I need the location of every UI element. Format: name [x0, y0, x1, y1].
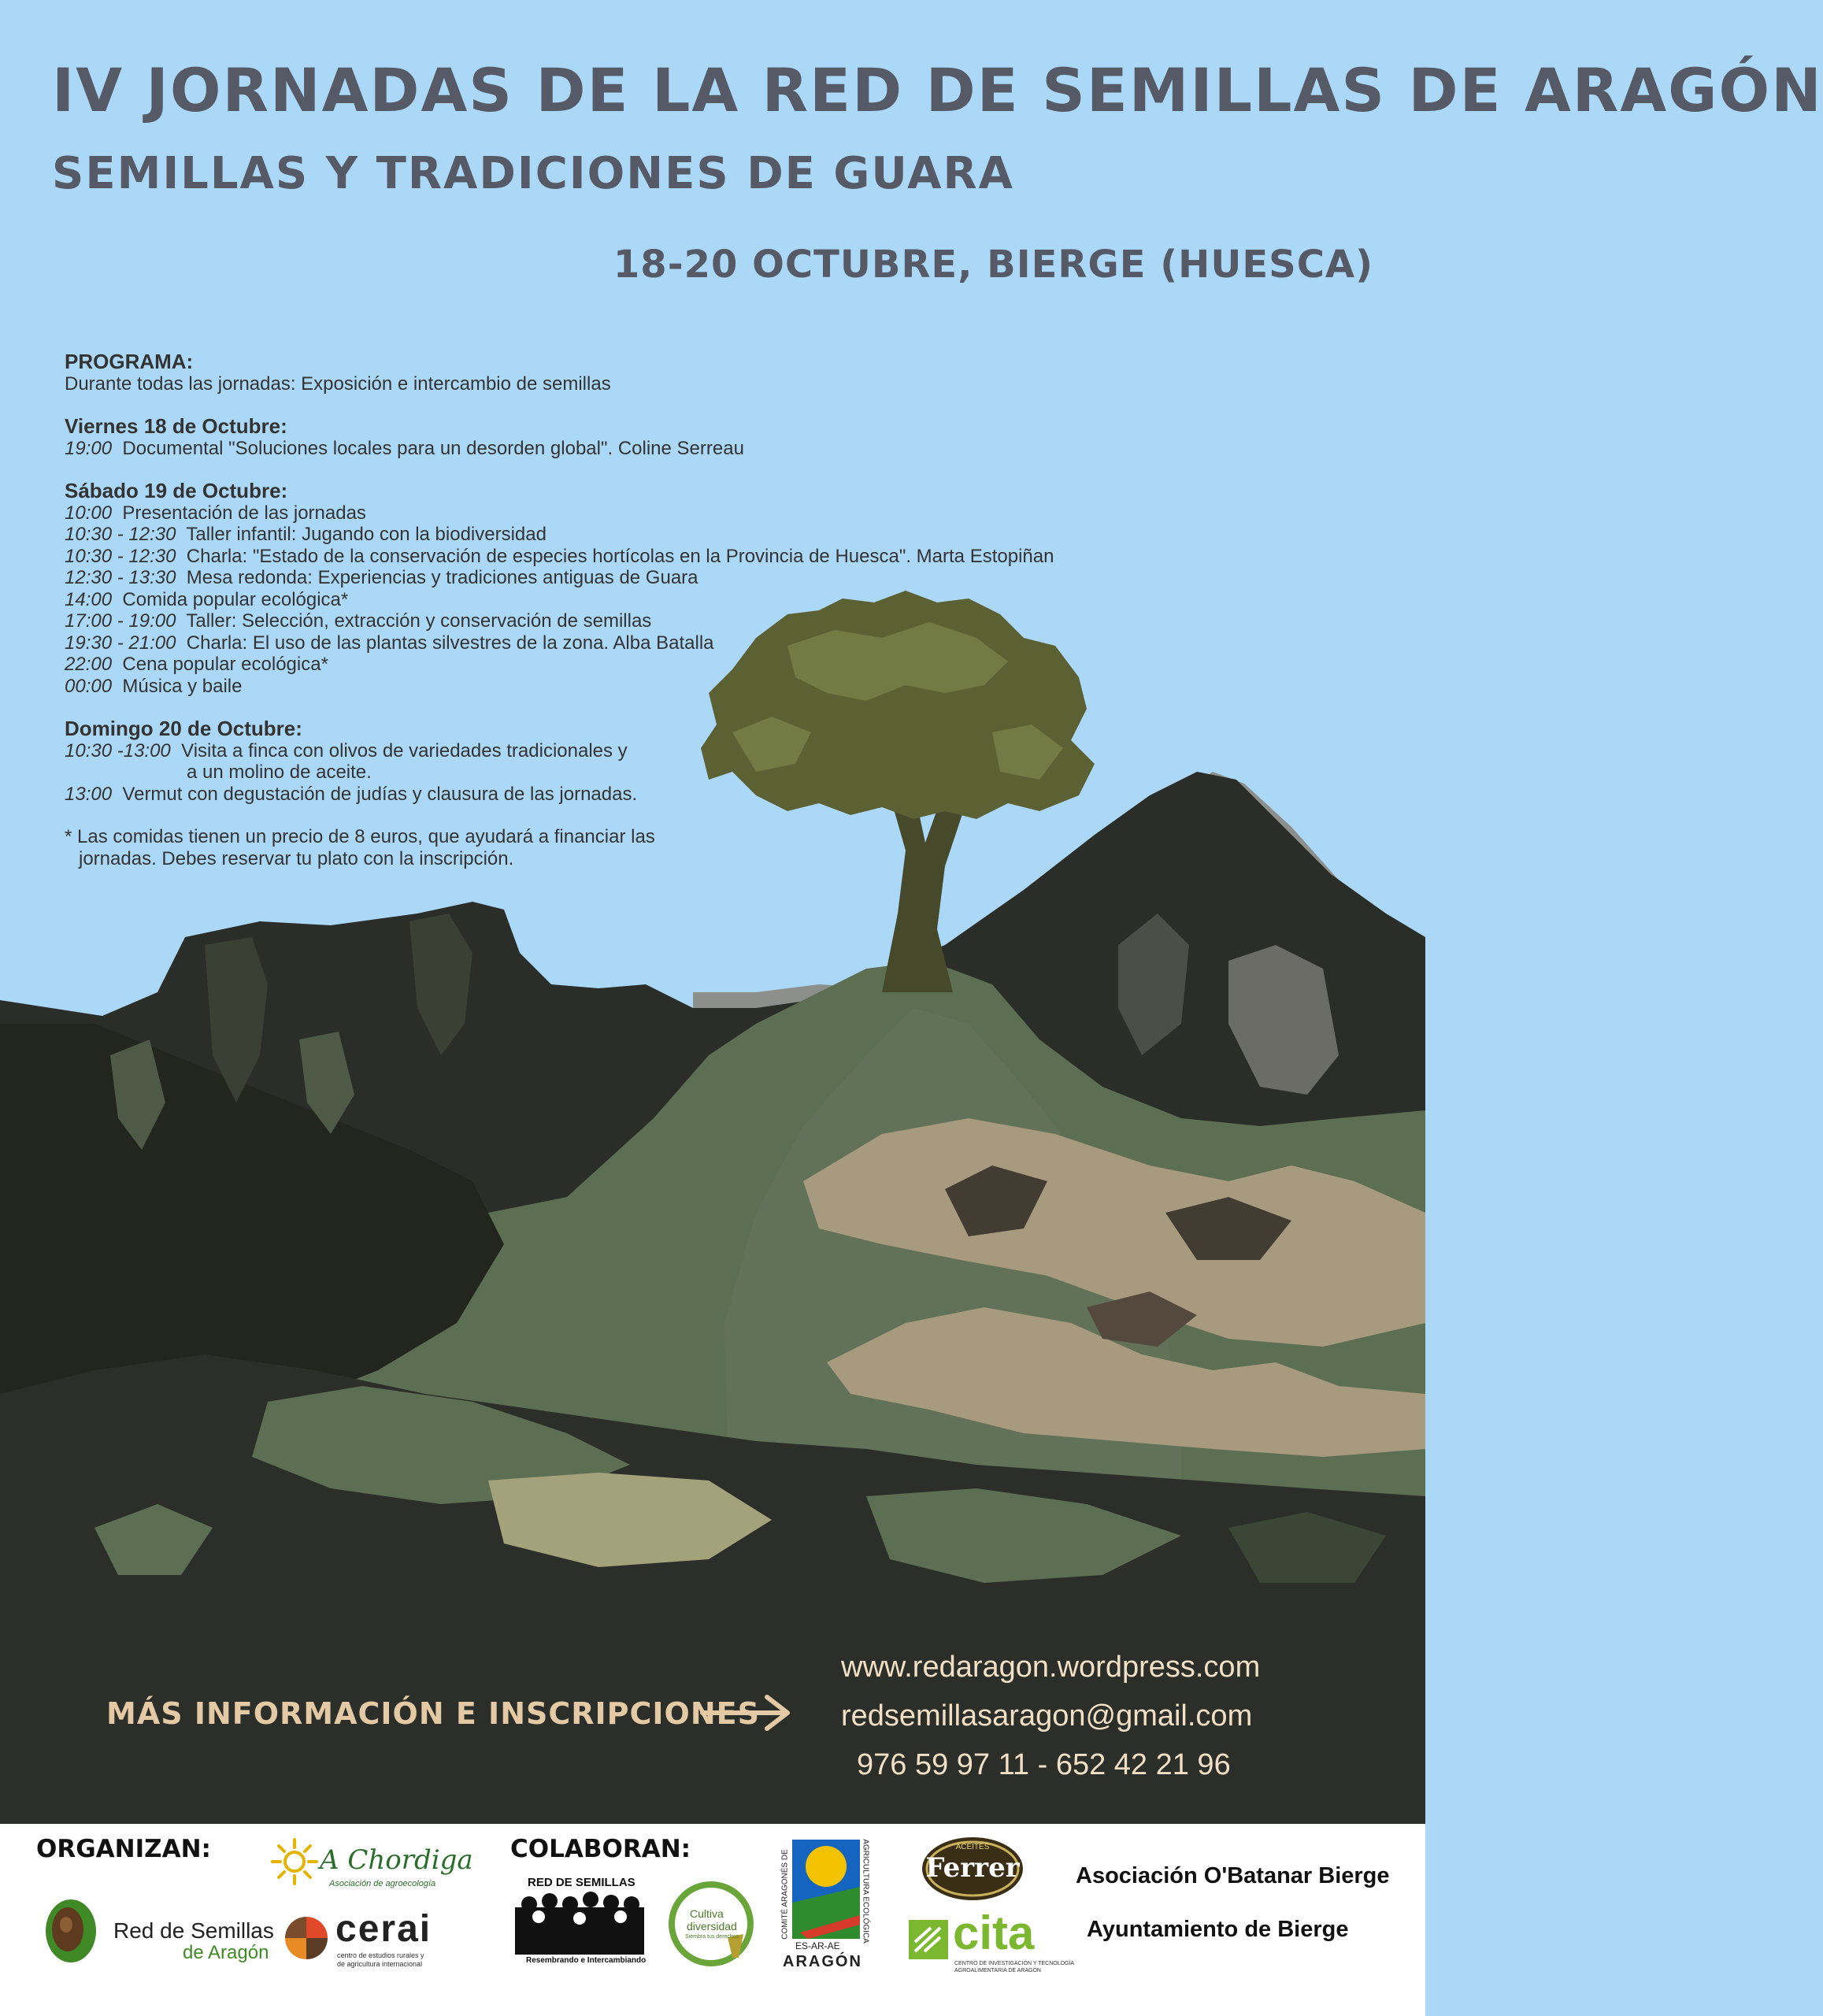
colaboran-label: COLABORAN: [510, 1835, 691, 1863]
landscape-illustration [0, 614, 1425, 1630]
event-dates: 18-20 OCTUBRE, BIERGE (HUESCA) [613, 243, 1373, 287]
cerai-leaf-icon [283, 1915, 329, 1961]
schedule-item: 10:30 - 12:30 Charla: "Estado de la conservación de especies hortícolas en la Provincia de Huesca". Marta Estopiñan [65, 545, 1054, 567]
seed-icon [39, 1890, 99, 1966]
cita-emblem-icon [909, 1920, 948, 1959]
sunday-heading: Domingo 20 de Octubre: [65, 717, 302, 740]
program-heading: PROGRAMA: [65, 350, 194, 373]
website-link[interactable]: www.redaragon.wordpress.com [841, 1651, 1261, 1684]
arrow-right-icon [699, 1693, 794, 1732]
chordiga-logo: A Chordiga Asociación de agroecología [271, 1833, 476, 1896]
town-council-name: Ayuntamiento de Bierge [1087, 1917, 1349, 1942]
organizan-label: ORGANIZAN: [36, 1835, 211, 1863]
schedule-item: 22:00 Cena popular ecológica* [65, 654, 328, 675]
comite-agricultura-logo: COMITÉ ARAGONÉS DE AGRICULTURA ECOLÓGICA ES-AR-AE ARAGÓN [780, 1839, 870, 1970]
schedule-item: 10:00 Presentación de las jornadas [65, 502, 366, 524]
cita-logo: cita CENTRO DE INVESTIGACIÓN Y TECNOLOGÍA AGROALIMENTARIA DE ARAGÓN [909, 1915, 1043, 1978]
schedule-item: 19:00 Documental "Soluciones locales para un desorden global". Coline Serreau [65, 437, 744, 459]
ecological-sun-icon [792, 1840, 860, 1939]
program-intro: Durante todas las jornadas: Exposición e intercambio de semillas [65, 372, 611, 395]
schedule-item-continuation: a un molino de aceite. [187, 762, 372, 783]
red-semillas-logo: Red de Semillas de Aragón [39, 1890, 268, 1969]
ferrer-logo: ACEITES Ferrer [920, 1835, 1025, 1903]
email-link[interactable]: redsemillasaragon@gmail.com [841, 1699, 1253, 1732]
info-label: MÁS INFORMACIÓN E INSCRIPCIONES [106, 1696, 760, 1731]
schedule-item: 10:30 -13:00 Visita a finca con olivos de variedades tradicionales y [65, 739, 628, 762]
schedule-item: 17:00 - 19:00 Taller: Selección, extracción y conservación de semillas [65, 610, 652, 632]
meal-note-continued: jornadas. Debes reservar tu plato con la inscripción. [79, 847, 514, 869]
schedule-item: 14:00 Comida popular ecológica* [65, 588, 349, 610]
schedule-item: 00:00 Música y baile [65, 675, 243, 697]
schedule-item: 13:00 Vermut con degustación de judías y clausura de las jornadas. [65, 783, 638, 805]
friday-heading: Viernes 18 de Octubre: [65, 414, 287, 438]
poster-title: IV JORNADAS DE LA RED DE SEMILLAS DE ARAGÓN [52, 55, 1823, 125]
poster-subtitle: SEMILLAS Y TRADICIONES DE GUARA [52, 148, 1014, 199]
red-semillas-badge: RED DE SEMILLAS Resembrando e Intercambiando [512, 1876, 647, 1969]
phone-numbers: 976 59 97 11 - 652 42 21 96 [857, 1748, 1231, 1781]
association-name: Asociación O'Batanar Bierge [1076, 1863, 1390, 1888]
meal-note: * Las comidas tienen un precio de 8 euros, que ayudará a financiar las [65, 826, 655, 847]
cerai-logo: cerai centro de estudios rurales y de agricultura internacional [283, 1912, 480, 1975]
cultiva-diversidad-logo: Cultiva diversidad Siembra tus derechos [666, 1879, 756, 1969]
schedule-item: 12:30 - 13:30 Mesa redonda: Experiencias y tradiciones antiguas de Guara [65, 567, 698, 588]
sun-icon [271, 1838, 318, 1885]
people-silhouette-icon [515, 1892, 644, 1955]
saturday-heading: Sábado 19 de Octubre: [65, 479, 288, 502]
schedule-item: 10:30 - 12:30 Taller infantil: Jugando con la biodiversidad [65, 524, 547, 545]
schedule-item: 19:30 - 21:00 Charla: El uso de las plantas silvestres de la zona. Alba Batalla [65, 632, 714, 654]
